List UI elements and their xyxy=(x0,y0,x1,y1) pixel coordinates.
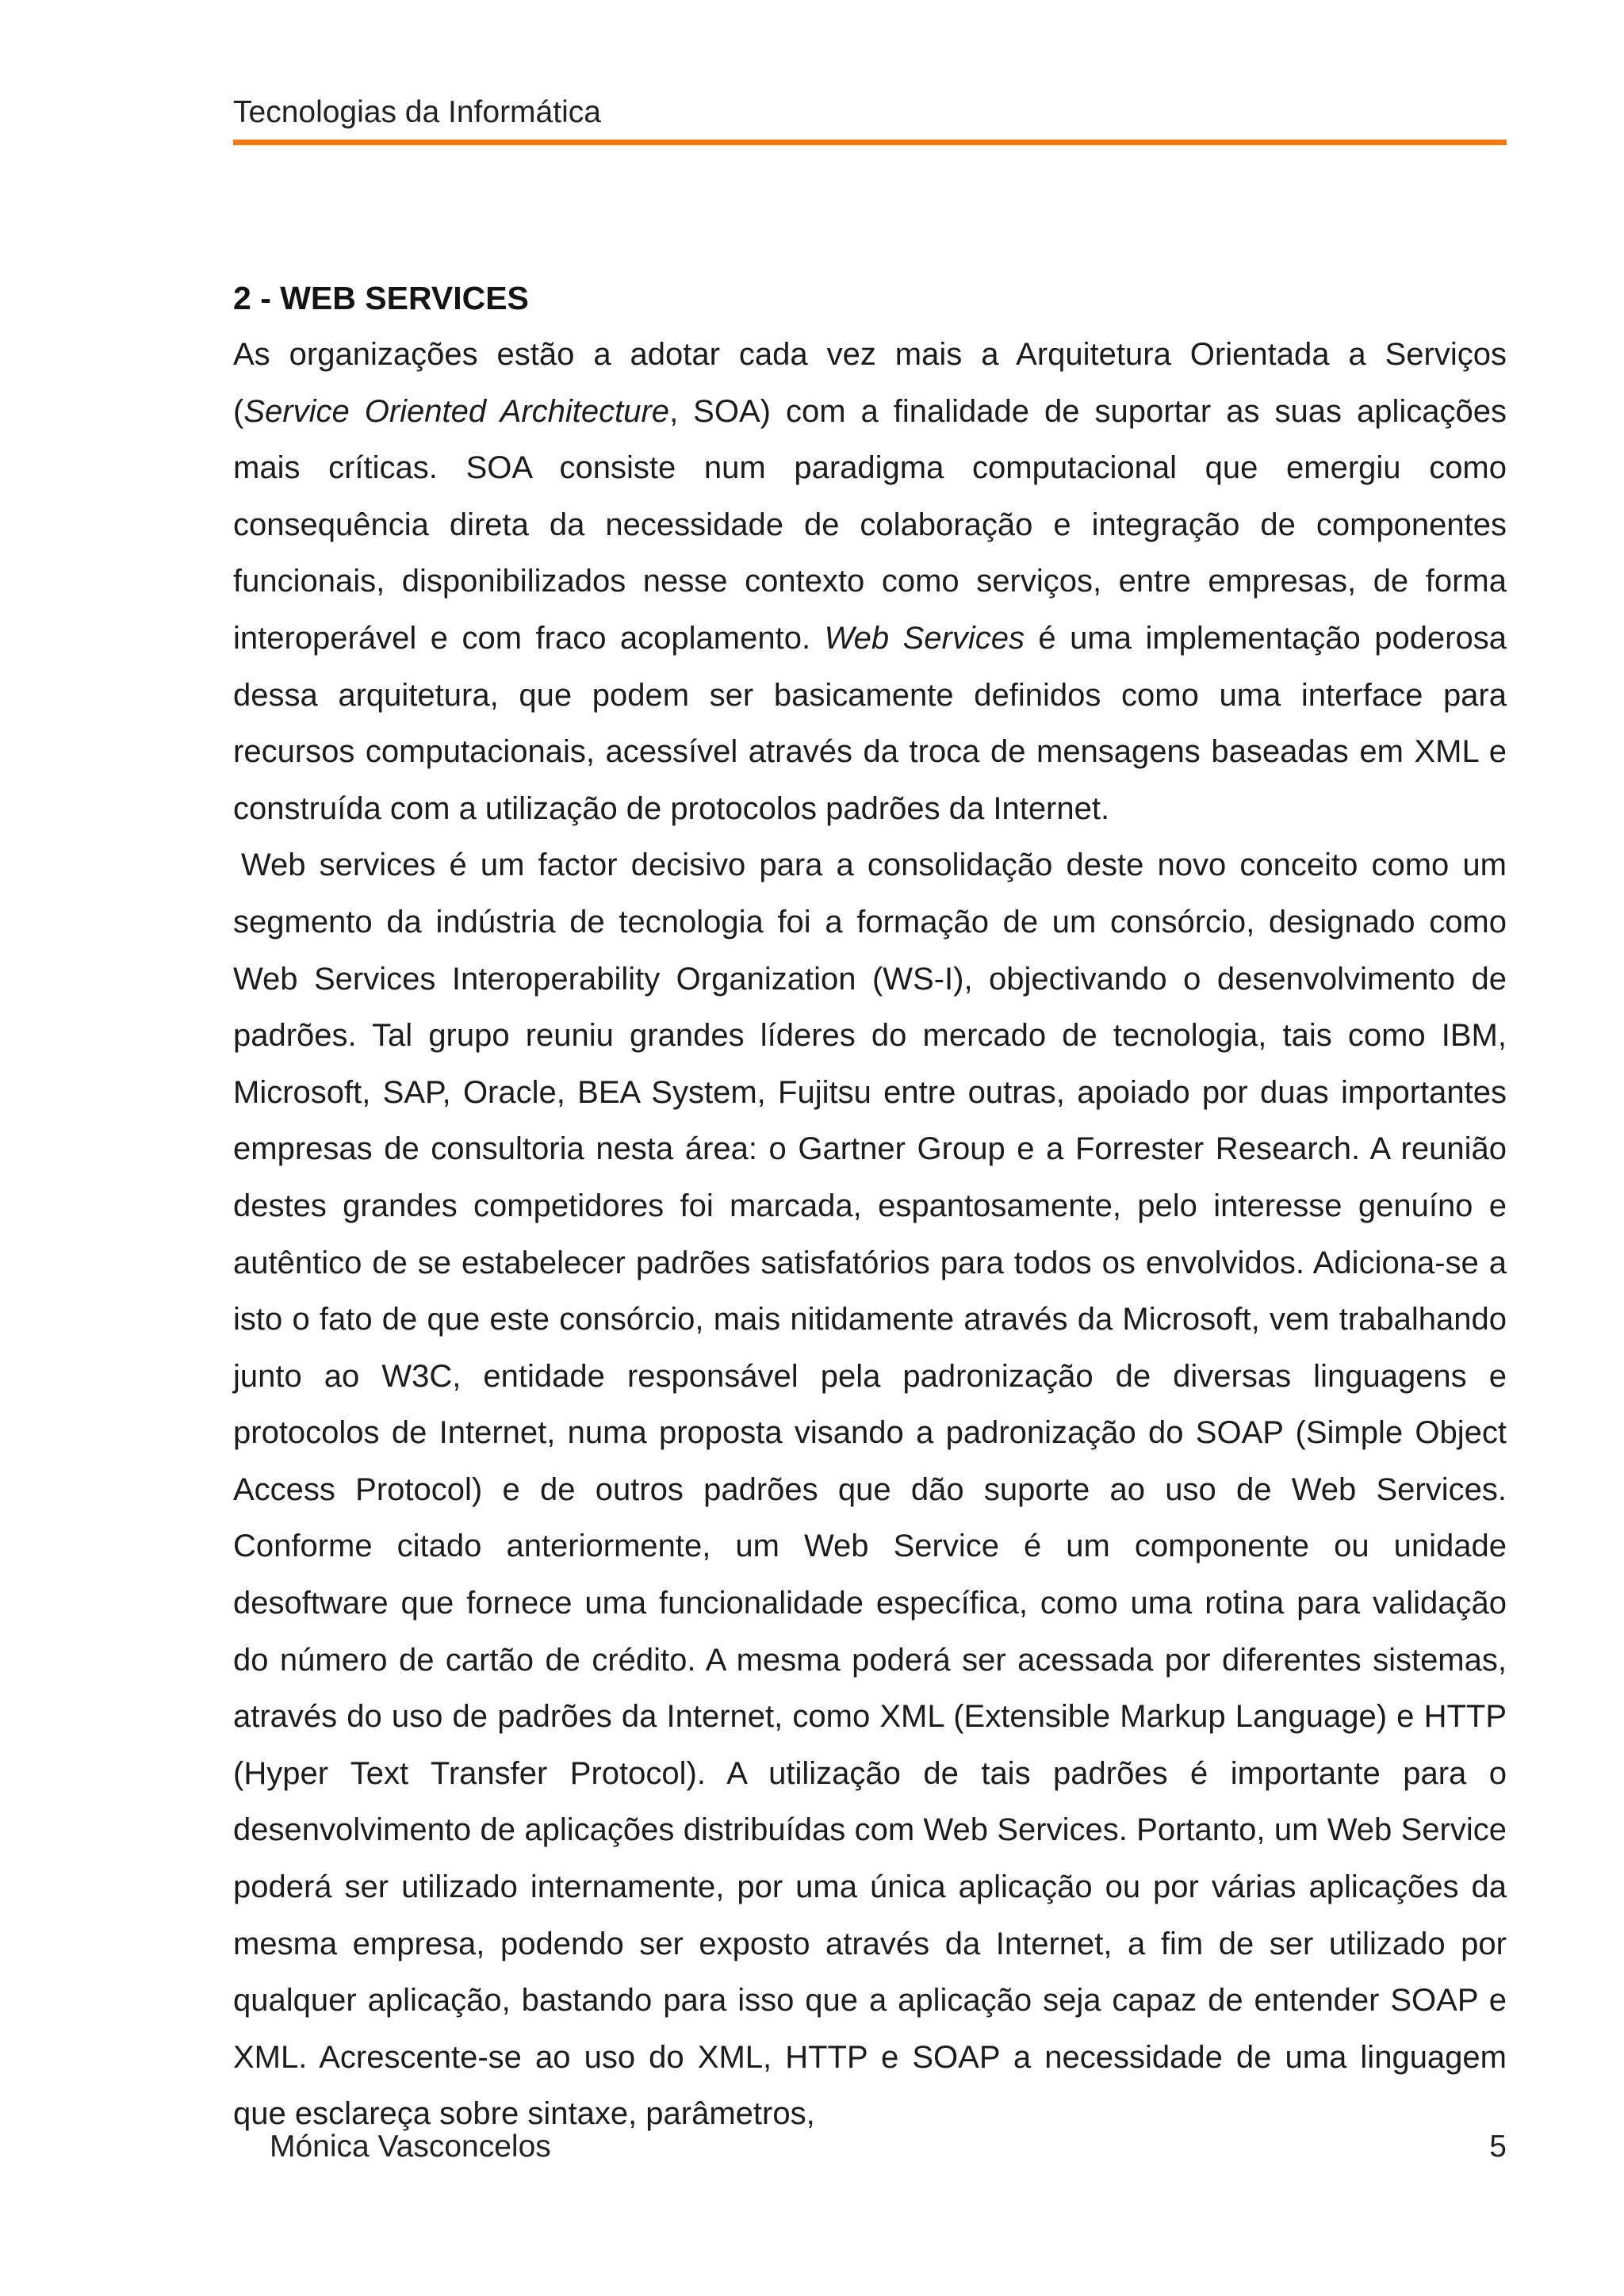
page-number: 5 xyxy=(1489,2130,1507,2164)
section-title: 2 - WEB SERVICES xyxy=(233,280,529,316)
paragraph-intro-italic-web-services: Web Services xyxy=(824,620,1025,656)
page-header-title: Tecnologias da Informática xyxy=(233,95,601,129)
document-body xyxy=(233,270,1507,2143)
paragraph-intro-text-3: é uma implementação poderosa dessa arquitetura, que podem ser basicamente definidos como uma interface para recursos computacionais, acessível através da troca de mensagens baseadas em XML e construída com a utilização de protocolos padrões da Internet. xyxy=(233,620,1507,826)
paragraph-intro-text-1: As organizações estão a adotar cada vez mais a Arquitetura Orientada a Serviços ( xyxy=(233,337,1507,429)
paragraph-ws-i: Web services é um factor decisivo para a consolidação deste novo conceito como um segmento da indústria de tecnologia foi a formação de um consórcio, designado como Web Services Interoperability Organization (WS-I), objectivando o desenvolvimento de padrões. Tal grupo reuniu grandes líderes do mercado de tecnologia, tais como IBM, Microsoft, SAP, Oracle, BEA System, Fujitsu entre outras, apoiado por duas importantes empresas de consultoria nesta área: o Gartner Group e a Forrester Research. A reunião destes grandes competidores foi marcada, espantosamente, pelo interesse genuíno e autêntico de se estabelecer padrões satisfatórios para todos os envolvidos. Adiciona-se a isto o fato de que este consórcio, mais nitidamente através da Microsoft, vem trabalhando junto ao W3C, entidade responsável pela padronização de diversas linguagens e protocolos de Internet, numa proposta visando a padronização do SOAP (Simple Object Access Protocol) e de outros padrões que dão suporte ao uso de Web Services. Conforme citado anteriormente, um Web Service é um componente ou unidade desoftware que fornece uma funcionalidade específica, como uma rotina para validação do número de cartão de crédito. A mesma poderá ser acessada por diferentes sistemas, através do uso de padrões da Internet, como XML (Extensible Markup Language) e HTTP (Hyper Text Transfer Protocol). A utilização de tais padrões é importante para o desenvolvimento de aplicações distribuídas com Web Services. Portanto, um Web Service poderá ser utilizado internamente, por uma única aplicação ou por várias aplicações da mesma empresa, podendo ser exposto através da Internet, a fim de ser utilizado por qualquer aplicação, bastando para isso que a aplicação seja capaz de entender SOAP e XML. Acrescente-se ao uso do XML, HTTP e SOAP a necessidade de uma linguagem que esclareça sobre sintaxe, parâmetros, xyxy=(233,848,1507,2132)
paragraph-intro-text-2: , SOA) com a finalidade de suportar as suas aplicações mais críticas. SOA consiste num paradigma computacional que emergiu como consequência direta da necessidade de colaboração e integração de componentes funcionais, disponibilizados nesse contexto como serviços, entre empresas, de forma interoperável e com fraco acoplamento. xyxy=(233,393,1507,656)
paragraph-intro xyxy=(233,327,1507,837)
header-divider xyxy=(233,140,1507,145)
paragraph-intro-italic-soa: Service Oriented Architecture xyxy=(243,393,670,429)
footer-author: Mónica Vasconcelos xyxy=(270,2130,551,2164)
